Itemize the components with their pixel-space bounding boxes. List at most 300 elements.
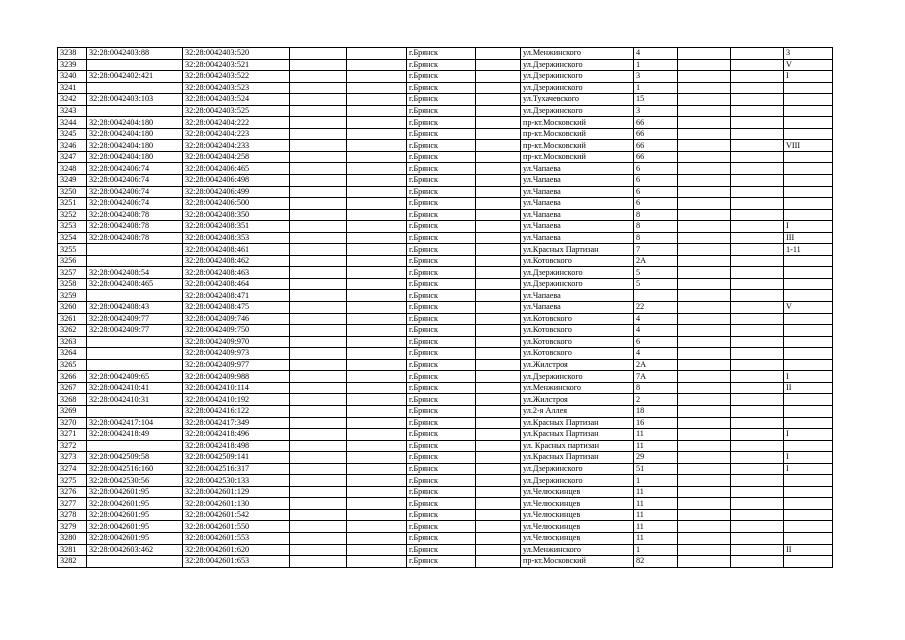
- row-number-cell: 3270: [58, 417, 87, 429]
- parent-cadastral-number-cell: 32:28:0042404:180: [87, 140, 183, 152]
- empty-cell-e: [731, 290, 784, 302]
- parent-cadastral-number-cell: 32:28:0042404:180: [87, 128, 183, 140]
- empty-cell-d: [678, 59, 731, 71]
- empty-cell-d: [678, 509, 731, 521]
- house-number-cell: 1: [634, 544, 678, 556]
- empty-cell-e: [731, 267, 784, 279]
- city-cell: г.Брянск: [407, 313, 476, 325]
- row-number-cell: 3245: [58, 128, 87, 140]
- cadastral-number-cell: 32:28:0042404:258: [183, 151, 290, 163]
- parent-cadastral-number-cell: 32:28:0042408:78: [87, 232, 183, 244]
- table-row: [58, 532, 833, 544]
- empty-cell-a: [290, 48, 347, 60]
- empty-cell-b: [347, 405, 407, 417]
- city-cell: г.Брянск: [407, 94, 476, 106]
- city-cell: г.Брянск: [407, 209, 476, 221]
- house-number-cell: 66: [634, 117, 678, 129]
- row-number-cell: 3249: [58, 175, 87, 187]
- row-number-cell: 3276: [58, 486, 87, 498]
- empty-cell-e: [731, 209, 784, 221]
- house-number-cell: 15: [634, 94, 678, 106]
- house-number-cell: 11: [634, 429, 678, 441]
- parent-cadastral-number-cell: 32:28:0042509:58: [87, 452, 183, 464]
- empty-cell-e: [731, 521, 784, 533]
- parent-cadastral-number-cell: 32:28:0042601:95: [87, 486, 183, 498]
- empty-cell-c: [476, 417, 521, 429]
- house-number-cell: 7А: [634, 371, 678, 383]
- premises-cell: [784, 325, 833, 337]
- cadastral-number-cell: 32:28:0042601:620: [183, 544, 290, 556]
- empty-cell-d: [678, 429, 731, 441]
- street-cell: ул.Котовского: [521, 336, 634, 348]
- empty-cell-d: [678, 394, 731, 406]
- empty-cell-b: [347, 463, 407, 475]
- row-number-cell: 3278: [58, 509, 87, 521]
- street-cell: ул.Жилстроя: [521, 359, 634, 371]
- premises-cell: I: [784, 221, 833, 233]
- empty-cell-b: [347, 325, 407, 337]
- premises-cell: [784, 394, 833, 406]
- street-cell: ул.Дзержинского: [521, 278, 634, 290]
- house-number-cell: 1: [634, 82, 678, 94]
- table-row: [58, 302, 833, 314]
- empty-cell-a: [290, 521, 347, 533]
- empty-cell-c: [476, 175, 521, 187]
- cadastral-number-cell: 32:28:0042408:471: [183, 290, 290, 302]
- parent-cadastral-number-cell: [87, 255, 183, 267]
- premises-cell: [784, 348, 833, 360]
- empty-cell-e: [731, 325, 784, 337]
- row-number-cell: 3250: [58, 186, 87, 198]
- city-cell: г.Брянск: [407, 198, 476, 210]
- premises-cell: [784, 486, 833, 498]
- empty-cell-a: [290, 290, 347, 302]
- street-cell: ул.Котовского: [521, 325, 634, 337]
- empty-cell-c: [476, 105, 521, 117]
- table-row: [58, 325, 833, 337]
- cadastral-number-cell: 32:28:0042408:461: [183, 244, 290, 256]
- empty-cell-d: [678, 221, 731, 233]
- empty-cell-d: [678, 255, 731, 267]
- empty-cell-b: [347, 175, 407, 187]
- premises-cell: [784, 94, 833, 106]
- cadastral-number-cell: 32:28:0042404:233: [183, 140, 290, 152]
- empty-cell-e: [731, 186, 784, 198]
- table-row: [58, 209, 833, 221]
- empty-cell-d: [678, 267, 731, 279]
- empty-cell-e: [731, 313, 784, 325]
- empty-cell-c: [476, 302, 521, 314]
- empty-cell-c: [476, 221, 521, 233]
- empty-cell-b: [347, 94, 407, 106]
- empty-cell-e: [731, 394, 784, 406]
- street-cell: ул.Дзержинского: [521, 105, 634, 117]
- premises-cell: II: [784, 382, 833, 394]
- empty-cell-c: [476, 556, 521, 568]
- table-row: [58, 452, 833, 464]
- premises-cell: VIII: [784, 140, 833, 152]
- street-cell: ул.Дзержинского: [521, 463, 634, 475]
- empty-cell-a: [290, 151, 347, 163]
- empty-cell-e: [731, 163, 784, 175]
- table-row: [58, 475, 833, 487]
- table-row: [58, 94, 833, 106]
- street-cell: ул.Челюскинцев: [521, 521, 634, 533]
- city-cell: г.Брянск: [407, 186, 476, 198]
- cadastral-number-cell: 32:28:0042516:317: [183, 463, 290, 475]
- empty-cell-e: [731, 71, 784, 83]
- cadastral-number-cell: 32:28:0042601:130: [183, 498, 290, 510]
- house-number-cell: 66: [634, 151, 678, 163]
- street-cell: ул.Менжинского: [521, 48, 634, 60]
- table-row: [58, 128, 833, 140]
- parent-cadastral-number-cell: 32:28:0042418:49: [87, 429, 183, 441]
- row-number-cell: 3256: [58, 255, 87, 267]
- row-number-cell: 3251: [58, 198, 87, 210]
- cadastral-number-cell: 32:28:0042408:463: [183, 267, 290, 279]
- row-number-cell: 3279: [58, 521, 87, 533]
- row-number-cell: 3243: [58, 105, 87, 117]
- house-number-cell: 2А: [634, 255, 678, 267]
- empty-cell-a: [290, 175, 347, 187]
- empty-cell-b: [347, 475, 407, 487]
- cadastral-number-cell: 32:28:0042406:498: [183, 175, 290, 187]
- row-number-cell: 3275: [58, 475, 87, 487]
- row-number-cell: 3264: [58, 348, 87, 360]
- empty-cell-c: [476, 509, 521, 521]
- cadastral-number-cell: 32:28:0042409:746: [183, 313, 290, 325]
- row-number-cell: 3280: [58, 532, 87, 544]
- empty-cell-c: [476, 475, 521, 487]
- premises-cell: V: [784, 59, 833, 71]
- empty-cell-d: [678, 359, 731, 371]
- empty-cell-c: [476, 267, 521, 279]
- registry-table-body: [58, 48, 833, 568]
- row-number-cell: 3238: [58, 48, 87, 60]
- street-cell: пр-кт.Московский: [521, 556, 634, 568]
- parent-cadastral-number-cell: [87, 59, 183, 71]
- cadastral-number-cell: 32:28:0042408:464: [183, 278, 290, 290]
- empty-cell-c: [476, 140, 521, 152]
- city-cell: г.Брянск: [407, 128, 476, 140]
- city-cell: г.Брянск: [407, 394, 476, 406]
- empty-cell-a: [290, 71, 347, 83]
- empty-cell-a: [290, 509, 347, 521]
- cadastral-number-cell: 32:28:0042406:500: [183, 198, 290, 210]
- street-cell: ул.Котовского: [521, 348, 634, 360]
- empty-cell-d: [678, 128, 731, 140]
- city-cell: г.Брянск: [407, 452, 476, 464]
- premises-cell: [784, 475, 833, 487]
- cadastral-number-cell: 32:28:0042601:553: [183, 532, 290, 544]
- empty-cell-b: [347, 509, 407, 521]
- empty-cell-a: [290, 278, 347, 290]
- parent-cadastral-number-cell: [87, 336, 183, 348]
- empty-cell-a: [290, 359, 347, 371]
- parent-cadastral-number-cell: 32:28:0042530:56: [87, 475, 183, 487]
- street-cell: пр-кт.Московский: [521, 128, 634, 140]
- empty-cell-b: [347, 486, 407, 498]
- empty-cell-e: [731, 509, 784, 521]
- house-number-cell: 16: [634, 417, 678, 429]
- empty-cell-b: [347, 359, 407, 371]
- street-cell: ул.Чапаева: [521, 302, 634, 314]
- empty-cell-a: [290, 140, 347, 152]
- empty-cell-a: [290, 325, 347, 337]
- city-cell: г.Брянск: [407, 290, 476, 302]
- house-number-cell: 11: [634, 498, 678, 510]
- empty-cell-e: [731, 371, 784, 383]
- city-cell: г.Брянск: [407, 475, 476, 487]
- city-cell: г.Брянск: [407, 221, 476, 233]
- house-number-cell: 2: [634, 394, 678, 406]
- cadastral-number-cell: 32:28:0042403:520: [183, 48, 290, 60]
- row-number-cell: 3272: [58, 440, 87, 452]
- row-number-cell: 3268: [58, 394, 87, 406]
- parent-cadastral-number-cell: [87, 82, 183, 94]
- empty-cell-d: [678, 405, 731, 417]
- house-number-cell: 3: [634, 105, 678, 117]
- cadastral-number-cell: 32:28:0042601:129: [183, 486, 290, 498]
- empty-cell-a: [290, 463, 347, 475]
- empty-cell-a: [290, 336, 347, 348]
- premises-cell: [784, 313, 833, 325]
- empty-cell-b: [347, 82, 407, 94]
- empty-cell-d: [678, 278, 731, 290]
- empty-cell-c: [476, 429, 521, 441]
- empty-cell-b: [347, 532, 407, 544]
- empty-cell-a: [290, 498, 347, 510]
- empty-cell-b: [347, 232, 407, 244]
- house-number-cell: 6: [634, 186, 678, 198]
- table-row: [58, 336, 833, 348]
- street-cell: ул.Дзержинского: [521, 475, 634, 487]
- street-cell: ул. Красных партизан: [521, 440, 634, 452]
- row-number-cell: 3239: [58, 59, 87, 71]
- table-row: [58, 71, 833, 83]
- house-number-cell: 29: [634, 452, 678, 464]
- premises-cell: [784, 82, 833, 94]
- city-cell: г.Брянск: [407, 417, 476, 429]
- empty-cell-e: [731, 105, 784, 117]
- house-number-cell: 3: [634, 71, 678, 83]
- premises-cell: [784, 405, 833, 417]
- row-number-cell: 3263: [58, 336, 87, 348]
- house-number-cell: 66: [634, 128, 678, 140]
- premises-cell: I: [784, 429, 833, 441]
- empty-cell-d: [678, 151, 731, 163]
- street-cell: ул.Челюскинцев: [521, 486, 634, 498]
- row-number-cell: 3267: [58, 382, 87, 394]
- empty-cell-e: [731, 532, 784, 544]
- parent-cadastral-number-cell: 32:28:0042408:78: [87, 209, 183, 221]
- table-row: [58, 48, 833, 60]
- empty-cell-c: [476, 128, 521, 140]
- empty-cell-b: [347, 255, 407, 267]
- empty-cell-c: [476, 440, 521, 452]
- parent-cadastral-number-cell: 32:28:0042601:95: [87, 509, 183, 521]
- parent-cadastral-number-cell: 32:28:0042402:421: [87, 71, 183, 83]
- city-cell: г.Брянск: [407, 48, 476, 60]
- street-cell: ул.Чапаева: [521, 163, 634, 175]
- row-number-cell: 3257: [58, 267, 87, 279]
- street-cell: ул.Чапаева: [521, 186, 634, 198]
- street-cell: ул.Красных Партизан: [521, 417, 634, 429]
- row-number-cell: 3259: [58, 290, 87, 302]
- empty-cell-c: [476, 278, 521, 290]
- empty-cell-e: [731, 117, 784, 129]
- empty-cell-e: [731, 452, 784, 464]
- premises-cell: I: [784, 452, 833, 464]
- empty-cell-b: [347, 117, 407, 129]
- empty-cell-b: [347, 59, 407, 71]
- table-row: [58, 556, 833, 568]
- empty-cell-d: [678, 475, 731, 487]
- house-number-cell: 11: [634, 486, 678, 498]
- house-number-cell: 6: [634, 336, 678, 348]
- table-row: [58, 151, 833, 163]
- premises-cell: [784, 255, 833, 267]
- empty-cell-b: [347, 336, 407, 348]
- city-cell: г.Брянск: [407, 509, 476, 521]
- cadastral-number-cell: 32:28:0042403:522: [183, 71, 290, 83]
- parent-cadastral-number-cell: 32:28:0042408:43: [87, 302, 183, 314]
- city-cell: г.Брянск: [407, 405, 476, 417]
- house-number-cell: 82: [634, 556, 678, 568]
- premises-cell: [784, 417, 833, 429]
- empty-cell-e: [731, 417, 784, 429]
- premises-cell: [784, 290, 833, 302]
- table-row: [58, 163, 833, 175]
- city-cell: г.Брянск: [407, 82, 476, 94]
- cadastral-number-cell: 32:28:0042408:475: [183, 302, 290, 314]
- city-cell: г.Брянск: [407, 71, 476, 83]
- cadastral-number-cell: 32:28:0042417:349: [183, 417, 290, 429]
- empty-cell-d: [678, 232, 731, 244]
- house-number-cell: 4: [634, 48, 678, 60]
- premises-cell: II: [784, 544, 833, 556]
- empty-cell-e: [731, 94, 784, 106]
- house-number-cell: 11: [634, 521, 678, 533]
- empty-cell-a: [290, 244, 347, 256]
- row-number-cell: 3253: [58, 221, 87, 233]
- street-cell: ул.2-я Аллея: [521, 405, 634, 417]
- street-cell: ул.Красных Партизан: [521, 244, 634, 256]
- empty-cell-a: [290, 105, 347, 117]
- premises-cell: [784, 186, 833, 198]
- empty-cell-a: [290, 221, 347, 233]
- table-row: [58, 105, 833, 117]
- empty-cell-e: [731, 440, 784, 452]
- table-row: [58, 498, 833, 510]
- empty-cell-e: [731, 556, 784, 568]
- empty-cell-e: [731, 59, 784, 71]
- table-row: [58, 417, 833, 429]
- empty-cell-d: [678, 521, 731, 533]
- empty-cell-d: [678, 486, 731, 498]
- empty-cell-b: [347, 198, 407, 210]
- empty-cell-a: [290, 417, 347, 429]
- house-number-cell: 6: [634, 198, 678, 210]
- row-number-cell: 3281: [58, 544, 87, 556]
- empty-cell-b: [347, 417, 407, 429]
- row-number-cell: 3282: [58, 556, 87, 568]
- house-number-cell: 4: [634, 313, 678, 325]
- cadastral-number-cell: 32:28:0042416:122: [183, 405, 290, 417]
- cadastral-number-cell: 32:28:0042409:973: [183, 348, 290, 360]
- table-row: [58, 82, 833, 94]
- empty-cell-a: [290, 394, 347, 406]
- street-cell: пр-кт.Московский: [521, 117, 634, 129]
- premises-cell: [784, 336, 833, 348]
- table-row: [58, 278, 833, 290]
- premises-cell: I: [784, 71, 833, 83]
- premises-cell: [784, 128, 833, 140]
- table-row: [58, 290, 833, 302]
- cadastral-number-cell: 32:28:0042410:192: [183, 394, 290, 406]
- street-cell: ул.Чапаева: [521, 209, 634, 221]
- empty-cell-d: [678, 417, 731, 429]
- empty-cell-d: [678, 105, 731, 117]
- row-number-cell: 3260: [58, 302, 87, 314]
- empty-cell-e: [731, 544, 784, 556]
- city-cell: г.Брянск: [407, 117, 476, 129]
- parent-cadastral-number-cell: 32:28:0042601:95: [87, 532, 183, 544]
- cadastral-number-cell: 32:28:0042403:525: [183, 105, 290, 117]
- row-number-cell: 3248: [58, 163, 87, 175]
- parent-cadastral-number-cell: 32:28:0042408:465: [87, 278, 183, 290]
- house-number-cell: 8: [634, 209, 678, 221]
- empty-cell-c: [476, 463, 521, 475]
- empty-cell-d: [678, 544, 731, 556]
- city-cell: г.Брянск: [407, 463, 476, 475]
- city-cell: г.Брянск: [407, 429, 476, 441]
- city-cell: г.Брянск: [407, 244, 476, 256]
- empty-cell-d: [678, 302, 731, 314]
- city-cell: г.Брянск: [407, 336, 476, 348]
- empty-cell-b: [347, 163, 407, 175]
- street-cell: ул.Дзержинского: [521, 59, 634, 71]
- house-number-cell: [634, 290, 678, 302]
- premises-cell: I: [784, 371, 833, 383]
- parent-cadastral-number-cell: 32:28:0042409:65: [87, 371, 183, 383]
- empty-cell-a: [290, 163, 347, 175]
- empty-cell-e: [731, 336, 784, 348]
- empty-cell-a: [290, 186, 347, 198]
- table-row: [58, 140, 833, 152]
- cadastral-number-cell: 32:28:0042403:524: [183, 94, 290, 106]
- empty-cell-d: [678, 336, 731, 348]
- parent-cadastral-number-cell: [87, 290, 183, 302]
- empty-cell-b: [347, 556, 407, 568]
- empty-cell-e: [731, 255, 784, 267]
- empty-cell-e: [731, 128, 784, 140]
- row-number-cell: 3266: [58, 371, 87, 383]
- house-number-cell: 22: [634, 302, 678, 314]
- city-cell: г.Брянск: [407, 359, 476, 371]
- city-cell: г.Брянск: [407, 325, 476, 337]
- empty-cell-d: [678, 94, 731, 106]
- empty-cell-a: [290, 371, 347, 383]
- table-row: [58, 544, 833, 556]
- table-row: [58, 198, 833, 210]
- empty-cell-c: [476, 405, 521, 417]
- premises-cell: [784, 440, 833, 452]
- row-number-cell: 3273: [58, 452, 87, 464]
- cadastral-number-cell: 32:28:0042408:462: [183, 255, 290, 267]
- empty-cell-b: [347, 394, 407, 406]
- house-number-cell: 2А: [634, 359, 678, 371]
